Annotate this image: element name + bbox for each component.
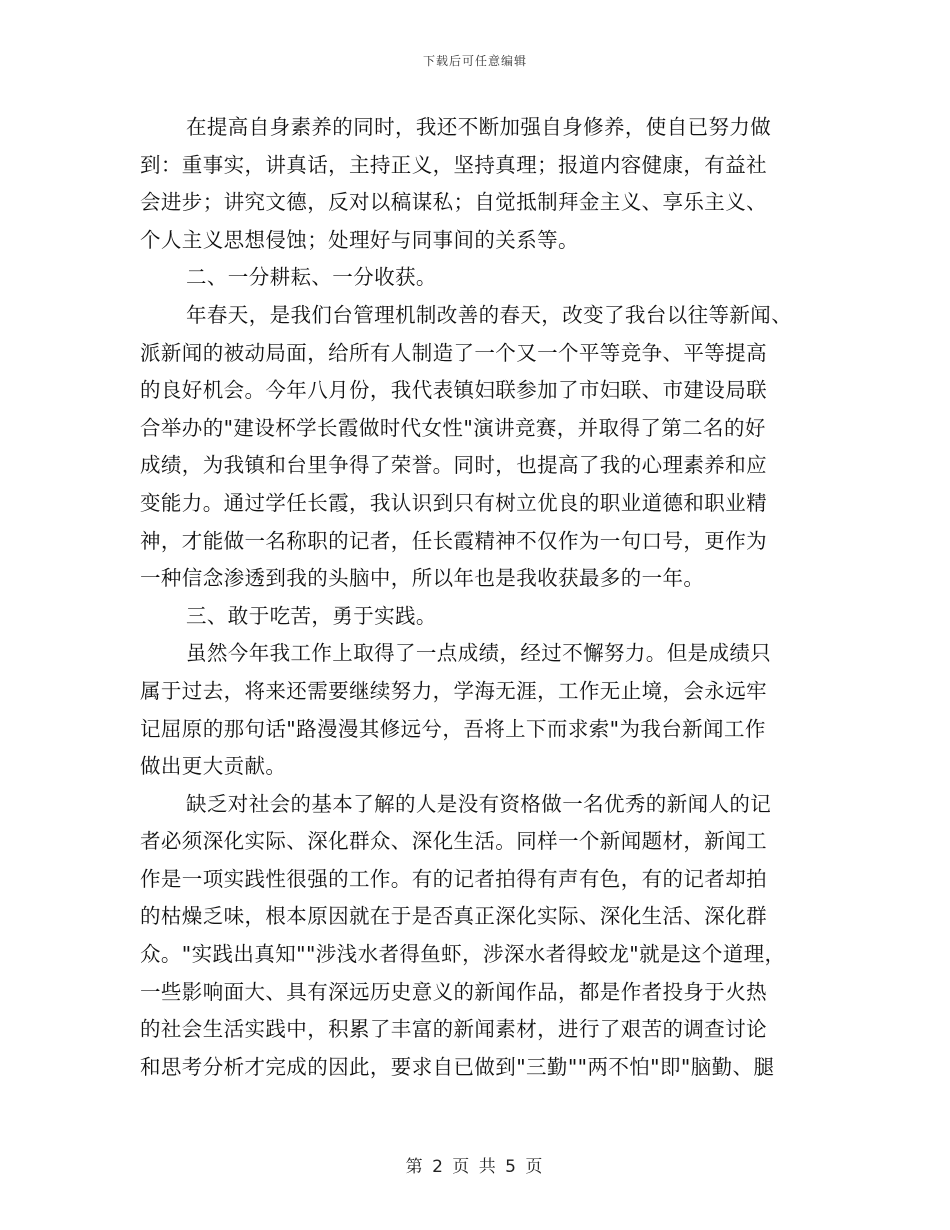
text-line: 的良好机会。今年八月份，我代表镇妇联参加了市妇联、市建设局联 [140,378,767,403]
text-line: 众。"实践出真知""涉浅水者得鱼虾，涉深水者得蛟龙"就是这个道理， [140,942,786,967]
page-number-footer: 第 2 页 共 5 页 [405,1157,545,1177]
text-line: 神，才能做一名称职的记者，任长霞精神不仅作为一句口号，更作为 [140,528,767,553]
document-body [140,109,820,1086]
text-line: 年春天，是我们台管理机制改善的春天，改变了我台以往等新闻、 [186,302,793,327]
text-line: 属于过去，将来还需要继续努力，学海无涯，工作无止境，会永远牢 [140,678,767,703]
text-line: 派新闻的被动局面，给所有人制造了一个又一个平等竞争、平等提高 [140,340,767,365]
text-line: 在提高自身素养的同时，我还不断加强自身修养，使自已努力做 [186,115,772,139]
text-line: 者必须深化实际、深化群众、深化生活。同样一个新闻题材，新闻工 [140,829,767,854]
text-line: 一些影响面大、具有深远历史意义的新闻作品，都是作者投身于火热 [140,979,767,1004]
text-line: 三、敢于吃苦，勇于实践。 [186,603,437,628]
text-line: 虽然今年我工作上取得了一点成绩，经过不懈努力。但是成绩只 [186,641,772,666]
text-line: 成绩，为我镇和台里争得了荣誉。同时，也提高了我的心理素养和应 [140,453,767,478]
text-line: 记屈原的那句话"路漫漫其修远兮，吾将上下而求索"为我台新闻工作 [140,716,766,741]
text-line: 的枯燥乏味，根本原因就在于是否真正深化实际、深化生活、深化群 [140,904,767,929]
text-line: 做出更大贡献。 [140,754,287,779]
text-line: 和思考分析才完成的因此，要求自已做到"三勤""两不怕"即"脑勤、腿 [140,1054,775,1079]
text-line: 合举办的"建设杯学长霞做时代女性"演讲竞赛，并取得了第二名的好 [140,415,766,440]
text-line: 到：重事实，讲真话，主持正义，坚持真理；报道内容健康，有益社 [140,152,767,177]
text-line: 作是一项实践性很强的工作。有的记者拍得有声有色，有的记者却拍 [140,866,767,891]
page-header-note: 下载后可任意编辑 [422,54,527,68]
text-line: 变能力。通过学任长霞，我认识到只有树立优良的职业道德和职业精 [140,490,767,515]
text-line: 缺乏对社会的基本了解的人是没有资格做一名优秀的新闻人的记 [186,791,772,816]
text-line: 个人主义思想侵蚀；处理好与同事间的关系等。 [140,227,579,252]
text-line: 会进步；讲究文德，反对以稿谋私；自觉抵制拜金主义、享乐主义、 [140,190,767,215]
text-line: 的社会生活实践中，积累了丰富的新闻素材，进行了艰苦的调查讨论 [140,1017,767,1042]
text-line: 一种信念渗透到我的头脑中，所以年也是我收获最多的一年。 [140,566,705,591]
text-line: 二、一分耕耘、一分收获。 [186,265,437,290]
